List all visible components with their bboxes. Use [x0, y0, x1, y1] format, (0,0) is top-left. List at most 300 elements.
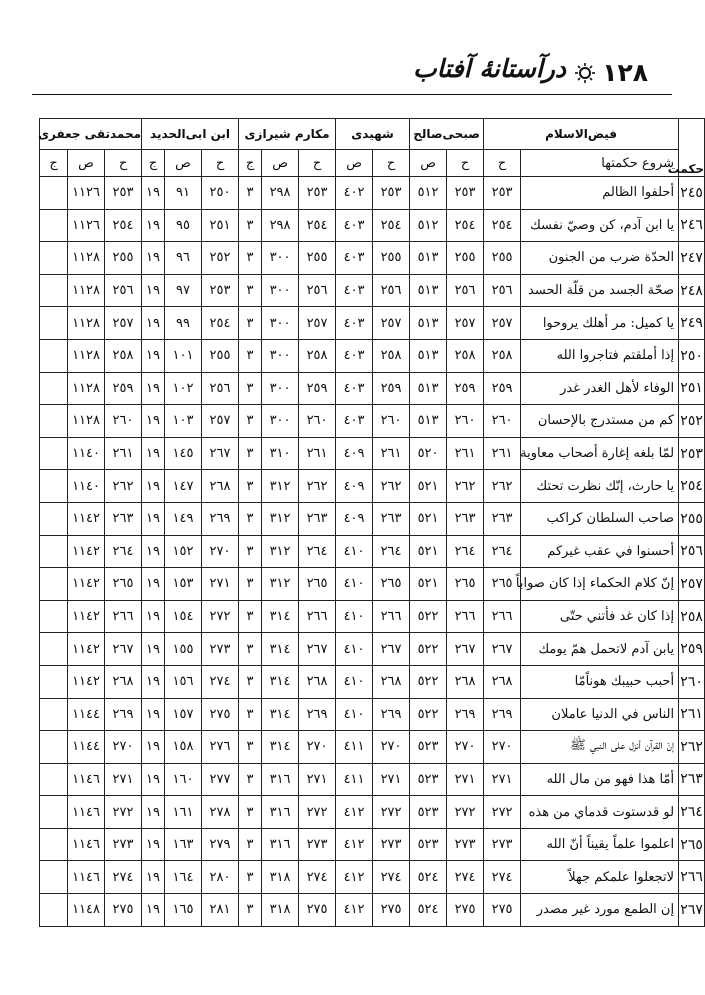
sub-s-header: ص	[165, 150, 202, 177]
hikmat-number: ٢٥٥	[679, 502, 705, 535]
jafari-hikmat: ٢٦٥	[105, 568, 142, 601]
sobhi-page: ٥٢٢	[410, 600, 447, 633]
source-header: صبحی‌صالح	[410, 119, 484, 150]
table-row	[40, 763, 705, 796]
ibn-abil-hadid-volume: ١٩	[142, 698, 165, 731]
jafari-page: ١١٤٨	[68, 894, 105, 927]
hikmat-number: ٢٥٦	[679, 535, 705, 568]
source-header: محمدتقی جعفری	[40, 119, 142, 150]
jafari-volume	[40, 665, 68, 698]
jafari-page: ١١٤٢	[68, 665, 105, 698]
faiz-hikmat: ٢٦٢	[484, 470, 521, 503]
hikmat-phrase: إذا أملقتم فتاجروا الله	[521, 339, 679, 372]
table-row	[40, 861, 705, 894]
ibn-abil-hadid-page: ٩٧	[165, 274, 202, 307]
shahidi-hikmat: ٢٥٩	[373, 372, 410, 405]
ibn-abil-hadid-volume: ١٩	[142, 633, 165, 666]
jafari-hikmat: ٢٦٤	[105, 535, 142, 568]
hikmat-phrase: اعلموا علماً يقيناً أنّ الله	[521, 828, 679, 861]
shahidi-hikmat: ٢٦٨	[373, 665, 410, 698]
hikmat-phrase: إنّ كلام الحكماء إذا كان صواباً	[521, 568, 679, 601]
makarem-volume: ٣	[239, 209, 262, 242]
faiz-hikmat: ٢٥٦	[484, 274, 521, 307]
shahidi-hikmat: ٢٦٢	[373, 470, 410, 503]
ibn-abil-hadid-page: ١٥٨	[165, 731, 202, 764]
makarem-volume: ٣	[239, 600, 262, 633]
jafari-hikmat: ٢٦٩	[105, 698, 142, 731]
faiz-hikmat: ٢٥٣	[484, 177, 521, 210]
sobhi-hikmat: ٢٦٩	[447, 698, 484, 731]
ibn-abil-hadid-volume: ١٩	[142, 894, 165, 927]
ibn-abil-hadid-hikmat: ٢٥٧	[202, 405, 239, 438]
hikmat-number: ٢٦١	[679, 698, 705, 731]
sub-h-header: ح	[105, 150, 142, 177]
ibn-abil-hadid-hikmat: ٢٦٩	[202, 502, 239, 535]
makarem-hikmat: ٢٦٠	[299, 405, 336, 438]
shahidi-hikmat: ٢٦٠	[373, 405, 410, 438]
jafari-volume	[40, 535, 68, 568]
table-row	[40, 796, 705, 829]
makarem-hikmat: ٢٦٥	[299, 568, 336, 601]
header-row-subcols	[40, 150, 705, 177]
jafari-hikmat: ٢٥٨	[105, 339, 142, 372]
sobhi-hikmat: ٢٥٤	[447, 209, 484, 242]
hikmat-phrase: لو قدستوت قدماي من هذه	[521, 796, 679, 829]
hikmat-phrase: أحسنوا في عقب غيركم	[521, 535, 679, 568]
makarem-page: ٣١٤	[262, 698, 299, 731]
jafari-volume	[40, 372, 68, 405]
sobhi-hikmat: ٢٧٣	[447, 828, 484, 861]
faiz-hikmat: ٢٥٧	[484, 307, 521, 340]
sub-h-header: ح	[373, 150, 410, 177]
sobhi-page: ٥١٢	[410, 177, 447, 210]
makarem-volume: ٣	[239, 796, 262, 829]
jafari-volume	[40, 731, 68, 764]
hikmat-number: ٢٤٥	[679, 177, 705, 210]
ibn-abil-hadid-page: ١٦٣	[165, 828, 202, 861]
jafari-volume	[40, 763, 68, 796]
jafari-volume	[40, 861, 68, 894]
faiz-hikmat: ٢٥٥	[484, 242, 521, 275]
hikmat-phrase: يا كميل: مر أهلك يروحوا	[521, 307, 679, 340]
ibn-abil-hadid-hikmat: ٢٧٠	[202, 535, 239, 568]
table-row	[40, 502, 705, 535]
shahidi-page: ٤١٢	[336, 828, 373, 861]
jafari-page: ١١٤٦	[68, 861, 105, 894]
sobhi-hikmat: ٢٧٤	[447, 861, 484, 894]
hikmat-phrase: كم من مستدرج بالإحسان	[521, 405, 679, 438]
jafari-volume	[40, 568, 68, 601]
faiz-hikmat: ٢٥٨	[484, 339, 521, 372]
makarem-volume: ٣	[239, 242, 262, 275]
ibn-abil-hadid-page: ١٦٤	[165, 861, 202, 894]
hikmat-number: ٢٦٧	[679, 894, 705, 927]
faiz-hikmat: ٢٦٣	[484, 502, 521, 535]
makarem-hikmat: ٢٥٨	[299, 339, 336, 372]
shahidi-page: ٤٠٣	[336, 307, 373, 340]
sub-h-header: ح	[447, 150, 484, 177]
sobhi-page: ٥٢٤	[410, 894, 447, 927]
makarem-volume: ٣	[239, 177, 262, 210]
ibn-abil-hadid-page: ١٥٦	[165, 665, 202, 698]
hikmat-phrase: يابن آدم لاتحمل همّ يومك	[521, 633, 679, 666]
sun-emblem-icon	[574, 62, 596, 84]
table-row	[40, 535, 705, 568]
sobhi-page: ٥٢٣	[410, 796, 447, 829]
makarem-volume: ٣	[239, 763, 262, 796]
shahidi-hikmat: ٢٦٦	[373, 600, 410, 633]
sobhi-hikmat: ٢٥٨	[447, 339, 484, 372]
jafari-hikmat: ٢٦٢	[105, 470, 142, 503]
table-row	[40, 274, 705, 307]
jafari-page: ١١٢٨	[68, 307, 105, 340]
shahidi-hikmat: ٢٦٣	[373, 502, 410, 535]
hikmat-phrase: صاحب السلطان كراكب	[521, 502, 679, 535]
ibn-abil-hadid-hikmat: ٢٥٦	[202, 372, 239, 405]
ibn-abil-hadid-volume: ١٩	[142, 665, 165, 698]
faiz-hikmat: ٢٧٣	[484, 828, 521, 861]
ibn-abil-hadid-volume: ١٩	[142, 568, 165, 601]
makarem-hikmat: ٢٦٤	[299, 535, 336, 568]
faiz-hikmat: ٢٥٩	[484, 372, 521, 405]
sobhi-page: ٥٢٣	[410, 763, 447, 796]
ibn-abil-hadid-hikmat: ٢٦٧	[202, 437, 239, 470]
sobhi-hikmat: ٢٥٧	[447, 307, 484, 340]
ibn-abil-hadid-page: ١٠٢	[165, 372, 202, 405]
makarem-hikmat: ٢٥٧	[299, 307, 336, 340]
ibn-abil-hadid-volume: ١٩	[142, 242, 165, 275]
hikmat-number: ٢٥٨	[679, 600, 705, 633]
hikmat-number: ٢٦٤	[679, 796, 705, 829]
table-row	[40, 665, 705, 698]
ibn-abil-hadid-page: ٩١	[165, 177, 202, 210]
table-row	[40, 405, 705, 438]
sobhi-page: ٥١٣	[410, 372, 447, 405]
jafari-page: ١١٢٨	[68, 242, 105, 275]
jafari-volume	[40, 796, 68, 829]
shahidi-hikmat: ٢٥٧	[373, 307, 410, 340]
jafari-volume	[40, 274, 68, 307]
jafari-hikmat: ٢٧٤	[105, 861, 142, 894]
makarem-hikmat: ٢٦٣	[299, 502, 336, 535]
table-row	[40, 698, 705, 731]
page-header	[0, 40, 700, 110]
hikmat-phrase: الوفاء لأهل الغدر غدر	[521, 372, 679, 405]
makarem-volume: ٣	[239, 274, 262, 307]
ibn-abil-hadid-page: ١٥٧	[165, 698, 202, 731]
ibn-abil-hadid-hikmat: ٢٥٥	[202, 339, 239, 372]
jafari-page: ١١٢٨	[68, 274, 105, 307]
shahidi-hikmat: ٢٦٧	[373, 633, 410, 666]
ibn-abil-hadid-volume: ١٩	[142, 405, 165, 438]
ibn-abil-hadid-volume: ١٩	[142, 796, 165, 829]
table-row	[40, 177, 705, 210]
ibn-abil-hadid-volume: ١٩	[142, 274, 165, 307]
hikmat-phrase: يا ابن آدم، كن وصيّ نفسك	[521, 209, 679, 242]
ibn-abil-hadid-hikmat: ٢٧١	[202, 568, 239, 601]
jafari-page: ١١٤٤	[68, 731, 105, 764]
ibn-abil-hadid-page: ١٦٠	[165, 763, 202, 796]
ibn-abil-hadid-page: ١٤٩	[165, 502, 202, 535]
makarem-hikmat: ٢٥٥	[299, 242, 336, 275]
shahidi-hikmat: ٢٦٤	[373, 535, 410, 568]
makarem-hikmat: ٢٧١	[299, 763, 336, 796]
sobhi-hikmat: ٢٧٢	[447, 796, 484, 829]
ibn-abil-hadid-volume: ١٩	[142, 502, 165, 535]
sobhi-hikmat: ٢٦١	[447, 437, 484, 470]
hikmat-number: ٢٦٢	[679, 731, 705, 764]
makarem-hikmat: ٢٦١	[299, 437, 336, 470]
sub-j-header: ج	[239, 150, 262, 177]
jafari-page: ١١٤٢	[68, 535, 105, 568]
shahidi-page: ٤١٠	[336, 698, 373, 731]
jafari-hikmat: ٢٥٩	[105, 372, 142, 405]
ibn-abil-hadid-volume: ١٩	[142, 470, 165, 503]
jafari-hikmat: ٢٥٥	[105, 242, 142, 275]
jafari-hikmat: ٢٦٨	[105, 665, 142, 698]
jafari-page: ١١٤٤	[68, 698, 105, 731]
jafari-volume	[40, 177, 68, 210]
shahidi-page: ٤١٠	[336, 633, 373, 666]
hikmat-number: ٢٥١	[679, 372, 705, 405]
makarem-page: ٣٠٠	[262, 307, 299, 340]
ibn-abil-hadid-page: ١٤٥	[165, 437, 202, 470]
sub-j-header: ج	[142, 150, 165, 177]
jafari-page: ١١٤٦	[68, 828, 105, 861]
sobhi-hikmat: ٢٥٦	[447, 274, 484, 307]
shahidi-hikmat: ٢٧٣	[373, 828, 410, 861]
hikmat-number: ٢٤٧	[679, 242, 705, 275]
hikmat-phrase: لمّا بلغه إغارة أصحاب معاوية	[521, 437, 679, 470]
table-row	[40, 339, 705, 372]
ibn-abil-hadid-hikmat: ٢٥١	[202, 209, 239, 242]
ibn-abil-hadid-volume: ١٩	[142, 339, 165, 372]
ibn-abil-hadid-volume: ١٩	[142, 177, 165, 210]
table-row	[40, 307, 705, 340]
hikmat-phrase: إنّ القرآن أنزل على النبي ﷺ	[521, 731, 679, 764]
sub-h-header: ح	[202, 150, 239, 177]
sobhi-hikmat: ٢٦٠	[447, 405, 484, 438]
hikmat-number: ٢٤٨	[679, 274, 705, 307]
table-row	[40, 633, 705, 666]
shahidi-page: ٤١٠	[336, 568, 373, 601]
jafari-volume	[40, 633, 68, 666]
faiz-hikmat: ٢٥٤	[484, 209, 521, 242]
sobhi-page: ٥٢٤	[410, 861, 447, 894]
sobhi-page: ٥٢٣	[410, 828, 447, 861]
makarem-page: ٣١٢	[262, 470, 299, 503]
hikmat-number: ٢٥٧	[679, 568, 705, 601]
shahidi-hikmat: ٢٦٥	[373, 568, 410, 601]
jafari-page: ١١٤٢	[68, 600, 105, 633]
makarem-hikmat: ٢٧٢	[299, 796, 336, 829]
makarem-page: ٣٠٠	[262, 372, 299, 405]
sobhi-hikmat: ٢٦٢	[447, 470, 484, 503]
sobhi-hikmat: ٢٥٥	[447, 242, 484, 275]
makarem-page: ٣١٤	[262, 633, 299, 666]
jafari-hikmat: ٢٦١	[105, 437, 142, 470]
hikmat-number: ٢٥٣	[679, 437, 705, 470]
shahidi-hikmat: ٢٧١	[373, 763, 410, 796]
makarem-page: ٣٠٠	[262, 242, 299, 275]
shahidi-hikmat: ٢٥٣	[373, 177, 410, 210]
faiz-hikmat: ٢٦١	[484, 437, 521, 470]
shahidi-hikmat: ٢٥٤	[373, 209, 410, 242]
ibn-abil-hadid-hikmat: ٢٧٩	[202, 828, 239, 861]
makarem-page: ٣١٨	[262, 861, 299, 894]
shahidi-hikmat: ٢٧٥	[373, 894, 410, 927]
jafari-hikmat: ٢٦٠	[105, 405, 142, 438]
makarem-volume: ٣	[239, 307, 262, 340]
sobhi-hikmat: ٢٥٩	[447, 372, 484, 405]
sobhi-hikmat: ٢٦٨	[447, 665, 484, 698]
makarem-hikmat: ٢٥٣	[299, 177, 336, 210]
makarem-page: ٢٩٨	[262, 209, 299, 242]
sobhi-hikmat: ٢٦٤	[447, 535, 484, 568]
sobhi-page: ٥٢٠	[410, 437, 447, 470]
makarem-volume: ٣	[239, 568, 262, 601]
sub-s-header: ص	[410, 150, 447, 177]
source-header: ابن ابی‌الحدید	[142, 119, 239, 150]
jafari-hikmat: ٢٥٤	[105, 209, 142, 242]
col-hikmat-header: حکمت	[679, 119, 705, 177]
makarem-page: ٣١٤	[262, 665, 299, 698]
jafari-page: ١١٢٨	[68, 339, 105, 372]
hikmat-number: ٢٥٩	[679, 633, 705, 666]
shahidi-page: ٤٠٣	[336, 372, 373, 405]
jafari-hikmat: ٢٥٧	[105, 307, 142, 340]
sub-s-header: ص	[336, 150, 373, 177]
makarem-page: ٣١٨	[262, 894, 299, 927]
table-row	[40, 894, 705, 927]
ibn-abil-hadid-page: ١٠٣	[165, 405, 202, 438]
makarem-page: ٣٠٠	[262, 405, 299, 438]
sub-s-header: ص	[262, 150, 299, 177]
makarem-volume: ٣	[239, 372, 262, 405]
shahidi-page: ٤١٠	[336, 600, 373, 633]
jafari-volume	[40, 828, 68, 861]
sobhi-page: ٥٢٢	[410, 633, 447, 666]
jafari-hikmat: ٢٥٦	[105, 274, 142, 307]
jafari-volume	[40, 209, 68, 242]
sobhi-hikmat: ٢٧٠	[447, 731, 484, 764]
makarem-volume: ٣	[239, 828, 262, 861]
faiz-hikmat: ٢٦٥	[484, 568, 521, 601]
ibn-abil-hadid-page: ١٤٧	[165, 470, 202, 503]
hikmat-number: ٢٦٥	[679, 828, 705, 861]
makarem-volume: ٣	[239, 437, 262, 470]
shahidi-page: ٤١١	[336, 731, 373, 764]
makarem-page: ٣١٤	[262, 600, 299, 633]
ibn-abil-hadid-hikmat: ٢٧٢	[202, 600, 239, 633]
jafari-page: ١١٤٢	[68, 568, 105, 601]
ibn-abil-hadid-hikmat: ٢٨٠	[202, 861, 239, 894]
shahidi-page: ٤١٠	[336, 665, 373, 698]
table-row	[40, 437, 705, 470]
ibn-abil-hadid-volume: ١٩	[142, 307, 165, 340]
ibn-abil-hadid-page: ١٠١	[165, 339, 202, 372]
shahidi-page: ٤١٢	[336, 796, 373, 829]
jafari-page: ١١٤٦	[68, 796, 105, 829]
makarem-volume: ٣	[239, 894, 262, 927]
ibn-abil-hadid-volume: ١٩	[142, 437, 165, 470]
shahidi-hikmat: ٢٧٢	[373, 796, 410, 829]
shahidi-hikmat: ٢٧٤	[373, 861, 410, 894]
hikmat-number: ٢٥٠	[679, 339, 705, 372]
hikmat-phrase: الحدّة ضرب من الجنون	[521, 242, 679, 275]
hikmat-phrase: إن الطمع مورد غير مصدر	[521, 894, 679, 927]
makarem-page: ٣١٠	[262, 437, 299, 470]
makarem-page: ٣٠٠	[262, 274, 299, 307]
faiz-hikmat: ٢٦٠	[484, 405, 521, 438]
shahidi-page: ٤٠٢	[336, 177, 373, 210]
table-row	[40, 209, 705, 242]
sub-s-header: ص	[68, 150, 105, 177]
ibn-abil-hadid-hikmat: ٢٥٣	[202, 274, 239, 307]
sub-phrase-header: شروع حکمتها	[521, 150, 679, 177]
shahidi-hikmat: ٢٧٠	[373, 731, 410, 764]
ibn-abil-hadid-hikmat: ٢٥٤	[202, 307, 239, 340]
ibn-abil-hadid-volume: ١٩	[142, 372, 165, 405]
header-divider	[32, 94, 672, 95]
sobhi-page: ٥٢١	[410, 568, 447, 601]
jafari-volume	[40, 339, 68, 372]
shahidi-page: ٤٠٣	[336, 405, 373, 438]
jafari-hikmat: ٢٥٣	[105, 177, 142, 210]
ibn-abil-hadid-page: ١٦٥	[165, 894, 202, 927]
faiz-hikmat: ٢٦٨	[484, 665, 521, 698]
ibn-abil-hadid-page: ٩٥	[165, 209, 202, 242]
ibn-abil-hadid-volume: ١٩	[142, 828, 165, 861]
jafari-page: ١١٤٠	[68, 470, 105, 503]
makarem-page: ٣١٢	[262, 535, 299, 568]
sobhi-hikmat: ٢٦٧	[447, 633, 484, 666]
makarem-hikmat: ٢٧٥	[299, 894, 336, 927]
source-header: شهیدی	[336, 119, 410, 150]
makarem-page: ٣١٦	[262, 828, 299, 861]
hikmat-number: ٢٥٤	[679, 470, 705, 503]
shahidi-page: ٤١٢	[336, 894, 373, 927]
ibn-abil-hadid-page: ١٥٢	[165, 535, 202, 568]
ibn-abil-hadid-hikmat: ٢٧٧	[202, 763, 239, 796]
source-header: مکارم شیرازی	[239, 119, 336, 150]
ibn-abil-hadid-page: ٩٦	[165, 242, 202, 275]
sobhi-hikmat: ٢٧١	[447, 763, 484, 796]
table-row	[40, 828, 705, 861]
makarem-hikmat: ٢٥٩	[299, 372, 336, 405]
sub-h-header: ح	[299, 150, 336, 177]
makarem-volume: ٣	[239, 698, 262, 731]
makarem-volume: ٣	[239, 405, 262, 438]
makarem-hikmat: ٢٥٦	[299, 274, 336, 307]
makarem-hikmat: ٢٦٦	[299, 600, 336, 633]
sobhi-page: ٥٢٢	[410, 698, 447, 731]
makarem-page: ٣٠٠	[262, 339, 299, 372]
faiz-hikmat: ٢٧٠	[484, 731, 521, 764]
sobhi-hikmat: ٢٦٣	[447, 502, 484, 535]
jafari-page: ١١٢٦	[68, 209, 105, 242]
table-row	[40, 600, 705, 633]
sobhi-page: ٥٢٣	[410, 731, 447, 764]
hikmat-phrase: يا حارث، إنّك نظرت تحتك	[521, 470, 679, 503]
ibn-abil-hadid-page: ١٥٥	[165, 633, 202, 666]
ibn-abil-hadid-volume: ١٩	[142, 209, 165, 242]
sub-h-header: ح	[484, 150, 521, 177]
ibn-abil-hadid-page: ١٥٣	[165, 568, 202, 601]
sobhi-page: ٥٢١	[410, 470, 447, 503]
ibn-abil-hadid-hikmat: ٢٧٤	[202, 665, 239, 698]
shahidi-hikmat: ٢٥٥	[373, 242, 410, 275]
